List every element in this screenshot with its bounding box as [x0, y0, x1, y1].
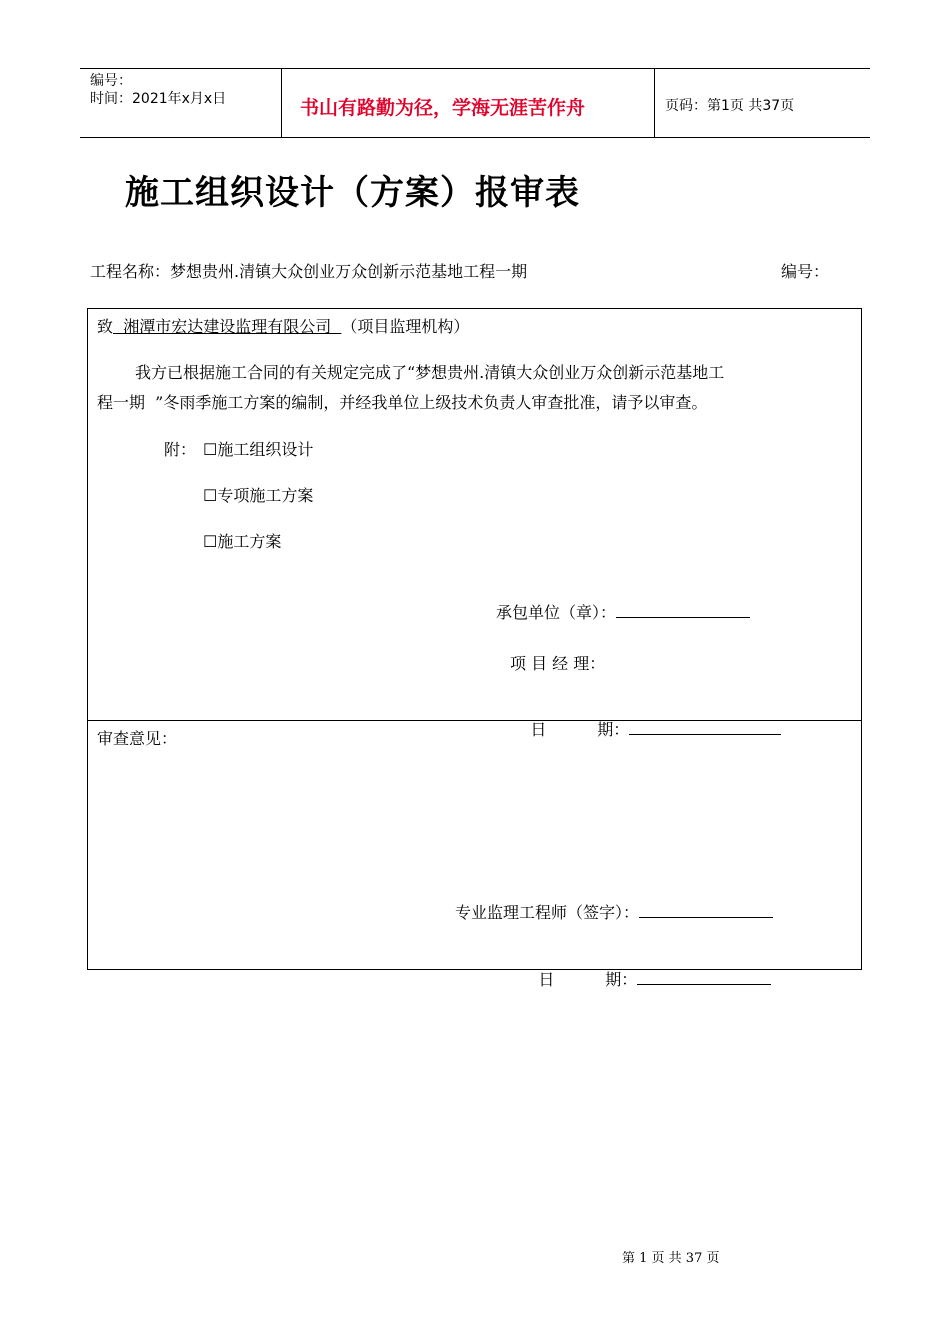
review-date-line	[518, 948, 771, 1009]
engineer-label: 专业监理工程师（签字）：	[455, 903, 640, 922]
engineer-blank	[639, 902, 773, 918]
recipient-suffix: （项目监理机构）	[341, 317, 470, 336]
header-page-info: 页码：第1页 共37页	[665, 98, 795, 114]
recipient-line	[97, 314, 469, 337]
body-line-2: 程一期 ”冬雨季施工方案的编制，并经我单位上级技术负责人审查批准，请予以审查。	[97, 393, 708, 412]
header-code-label: 编号：	[90, 73, 132, 89]
contractor-line	[496, 600, 750, 623]
review-section	[87, 719, 862, 989]
manager-label: 项 目 经 理：	[510, 654, 606, 673]
review-date-label: 日 期：	[538, 970, 638, 989]
engineer-line	[455, 900, 773, 923]
header-motto: 书山有路勤为径，学海无涯苦作舟	[300, 97, 586, 119]
header-date: 时间：2021年x月x日	[90, 91, 227, 107]
recipient-name: 湘潭市宏达建设监理有限公司	[113, 317, 342, 336]
header-page-cell	[655, 69, 870, 137]
contractor-label: 承包单位（章）：	[496, 603, 617, 622]
header-meta-cell	[80, 69, 282, 137]
attachment-item: ☐施工组织设计	[203, 440, 314, 459]
page-footer: 第 1 页 共 37 页	[622, 1251, 720, 1266]
contractor-blank	[616, 602, 750, 618]
review-date-blank	[637, 969, 771, 985]
attachment-item: ☐专项施工方案	[203, 486, 314, 505]
review-opinion-label: 审查意见：	[97, 729, 178, 748]
recipient-prefix: 致	[97, 317, 114, 336]
attach-label: 附：	[164, 440, 197, 459]
body-line-1: 我方已根据施工合同的有关规定完成了“梦想贵州.清镇大众创业万众创新示范基地工	[135, 363, 725, 382]
attachment-item: ☐施工方案	[203, 532, 282, 551]
submission-date-label: 日 期：	[530, 720, 630, 739]
project-code-label: 编号：	[781, 262, 830, 281]
header-table	[80, 68, 870, 138]
header-motto-cell	[282, 69, 655, 137]
project-name: 工程名称：梦想贵州.清镇大众创业万众创新示范基地工程一期	[90, 262, 528, 281]
page-title: 施工组织设计（方案）报审表	[125, 173, 580, 213]
